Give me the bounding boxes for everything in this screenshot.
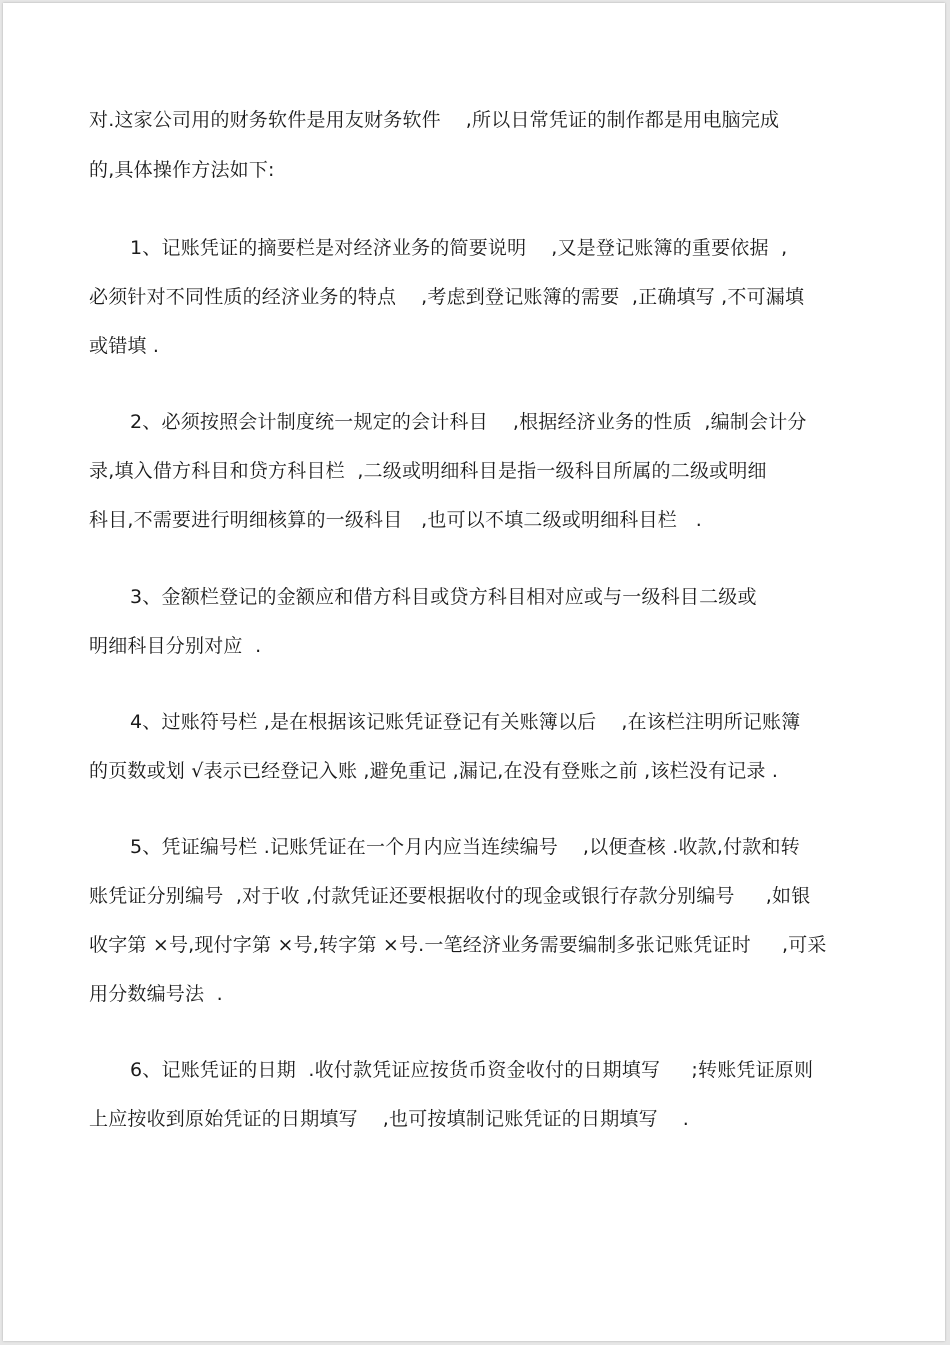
text-line: 5、凭证编号栏 .记账凭证在一个月内应当连续编号 ,以便查核 .收款,付款和转 xyxy=(130,836,800,858)
text-line: 录,填入借方科目和贷方科目栏 ,二级或明细科目是指一级科目所属的二级或明细 xyxy=(89,460,767,482)
text-line: 收字第 ×号,现付字第 ×号,转字第 ×号.一笔经济业务需要编制多张记账凭证时 ,可采 xyxy=(89,934,827,956)
document-body xyxy=(3,3,945,1341)
text-line: 用分数编号法 . xyxy=(89,983,223,1005)
text-line: 1、记账凭证的摘要栏是对经济业务的简要说明 ,又是登记账簿的重要依据 , xyxy=(130,237,788,259)
text-line: 必须针对不同性质的经济业务的特点 ,考虑到登记账簿的需要 ,正确填写 ,不可漏填 xyxy=(89,286,805,308)
text-line: 6、记账凭证的日期 .收付款凭证应按货币资金收付的日期填写 ;转账凭证原则 xyxy=(130,1059,814,1081)
text-line: 账凭证分别编号 ,对于收 ,付款凭证还要根据收付的现金或银行存款分别编号 ,如银 xyxy=(89,885,811,907)
text-line: 科目,不需要进行明细核算的一级科目 ,也可以不填二级或明细科目栏 . xyxy=(89,509,702,531)
text-line: 的,具体操作方法如下: xyxy=(89,159,275,181)
text-line: 的页数或划 √表示已经登记入账 ,避免重记 ,漏记,在没有登账之前 ,该栏没有记录 . xyxy=(89,760,779,782)
text-line: 3、金额栏登记的金额应和借方科目或贷方科目相对应或与一级科目二级或 xyxy=(130,586,757,608)
text-line: 对.这家公司用的财务软件是用友财务软件 ,所以日常凭证的制作都是用电脑完成 xyxy=(89,109,780,131)
document-page xyxy=(3,3,945,1341)
text-line: 或错填 . xyxy=(89,335,160,357)
text-line: 4、过账符号栏 ,是在根据该记账凭证登记有关账簿以后 ,在该栏注明所记账簿 xyxy=(130,711,801,733)
text-line: 明细科目分别对应 . xyxy=(89,635,262,657)
text-line: 上应按收到原始凭证的日期填写 ,也可按填制记账凭证的日期填写 . xyxy=(89,1108,689,1130)
text-line: 2、必须按照会计制度统一规定的会计科目 ,根据经济业务的性质 ,编制会计分 xyxy=(130,411,807,433)
